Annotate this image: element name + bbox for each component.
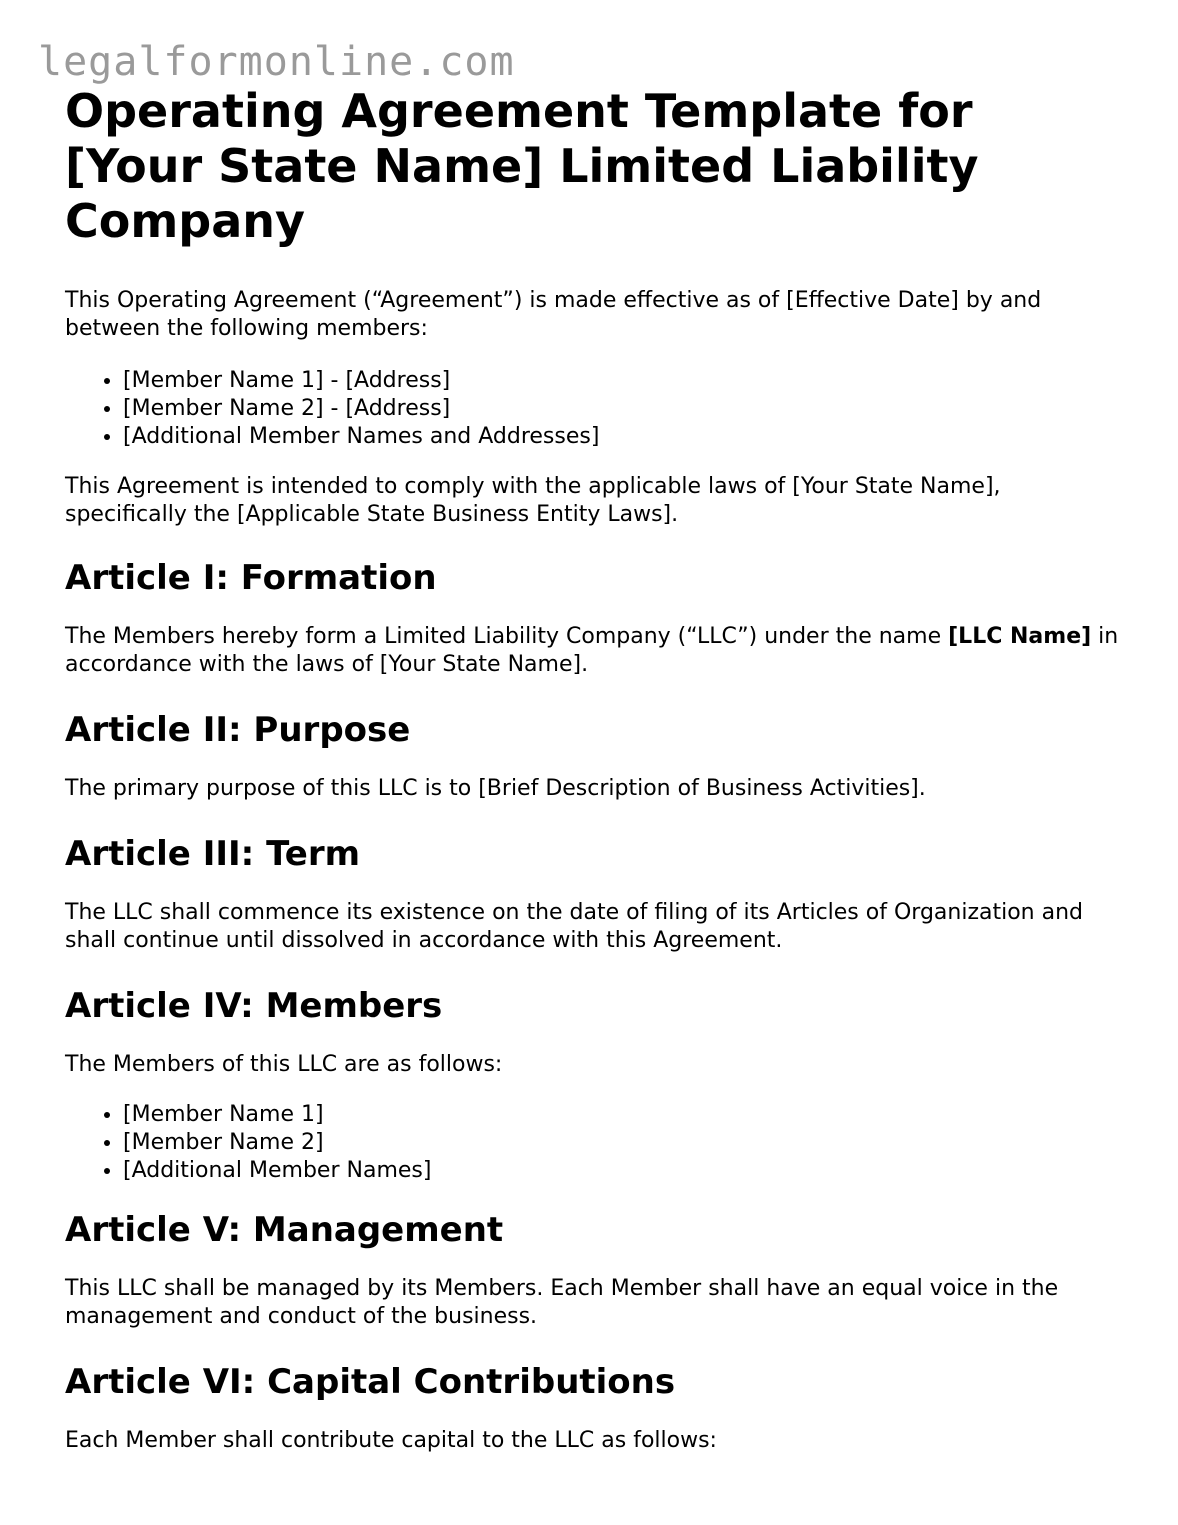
document-body — [65, 84, 1125, 1455]
intro-paragraph: This Operating Agreement (“Agreement”) is made effective as of [Effective Date] by and between the following members: — [65, 288, 1042, 341]
intro-member-list — [65, 367, 1125, 451]
article-capital-text: Each Member shall contribute capital to the LLC as follows: — [65, 1428, 717, 1453]
article-members-list — [65, 1101, 1125, 1185]
article-term-heading: Article III: Term — [65, 834, 361, 874]
article-purpose-heading: Article II: Purpose — [65, 710, 411, 750]
site-watermark: legalformonline.com — [38, 39, 515, 85]
llc-name-placeholder: [LLC Name] — [948, 624, 1092, 649]
article-members-heading: Article IV: Members — [65, 986, 443, 1026]
list-item: • [Member Name 1] — [123, 1101, 1125, 1129]
applicable-law-paragraph: This Agreement is intended to comply with the applicable laws of [Your State Name], specifically the [Applicable State Business Entity Laws]. — [65, 474, 1001, 527]
list-item: • [Additional Member Names] — [123, 1157, 1125, 1185]
article-formation-text — [65, 623, 1125, 679]
list-item: • [Member Name 2] — [123, 1129, 1125, 1157]
article-formation-heading: Article I: Formation — [65, 558, 437, 598]
formation-text-after: in accordance with the laws of [Your State Name]. — [65, 624, 1119, 677]
page-title: Operating Agreement Template for [Your State Name] Limited Liability Company — [65, 84, 979, 248]
article-purpose-text: The primary purpose of this LLC is to [Brief Description of Business Activities]. — [65, 776, 926, 801]
article-management-text: This LLC shall be managed by its Members. Each Member shall have an equal voice in the management and conduct of the business. — [65, 1276, 1059, 1329]
article-term-text: The LLC shall commence its existence on the date of filing of its Articles of Organization and shall continue until dissolved in accordance with this Agreement. — [65, 900, 1083, 953]
article-members-text: The Members of this LLC are as follows: — [65, 1052, 503, 1077]
list-item: • [Member Name 1] - [Address] — [123, 367, 1125, 395]
formation-text-before: The Members hereby form a Limited Liability Company (“LLC”) under the name — [65, 624, 949, 649]
article-capital-heading: Article VI: Capital Contributions — [65, 1362, 676, 1402]
list-item: • [Member Name 2] - [Address] — [123, 395, 1125, 423]
list-item: • [Additional Member Names and Addresses] — [123, 423, 1125, 451]
article-management-heading: Article V: Management — [65, 1210, 504, 1250]
